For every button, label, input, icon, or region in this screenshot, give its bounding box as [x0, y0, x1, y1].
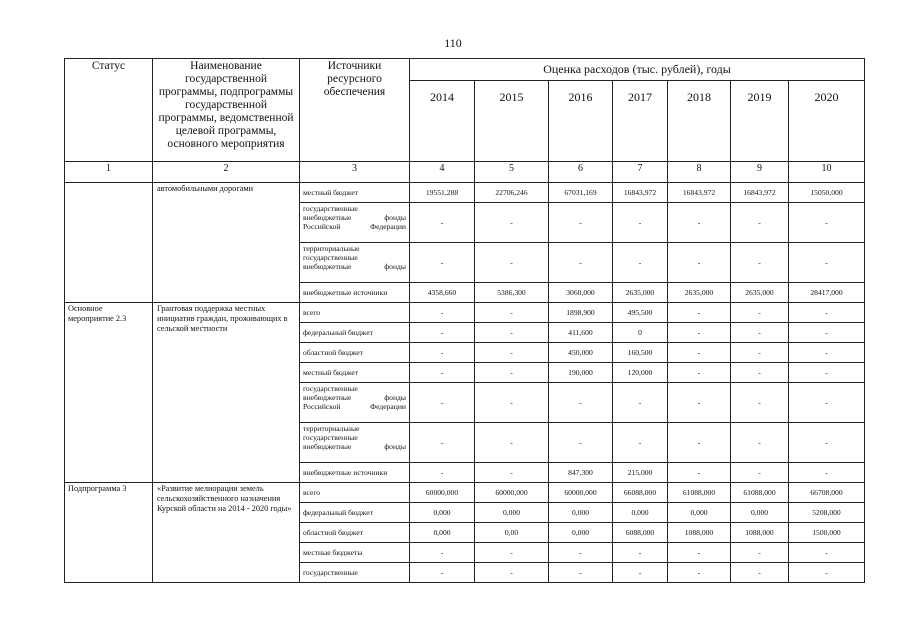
value-cell: -	[789, 303, 865, 323]
value-cell: 61088,000	[668, 483, 731, 503]
column-index: 9	[731, 162, 789, 183]
value-cell: -	[475, 203, 549, 243]
value-cell: -	[613, 563, 668, 583]
value-cell: 0,00	[475, 523, 549, 543]
value-cell: 61088,000	[731, 483, 789, 503]
value-cell: -	[789, 323, 865, 343]
value-cell: -	[549, 203, 613, 243]
value-cell: -	[789, 203, 865, 243]
value-cell: -	[731, 363, 789, 383]
value-cell: -	[731, 323, 789, 343]
value-cell: -	[410, 203, 475, 243]
header-sources: Источники ресурсного обеспечения	[300, 59, 410, 162]
source-cell: внебюджетные источники	[300, 283, 410, 303]
value-cell: -	[475, 303, 549, 323]
value-cell: -	[549, 543, 613, 563]
value-cell: 60000,000	[410, 483, 475, 503]
source-cell: областной бюджет	[300, 343, 410, 363]
value-cell: -	[731, 203, 789, 243]
value-cell: -	[475, 363, 549, 383]
value-cell: -	[475, 243, 549, 283]
value-cell: 19551,288	[410, 183, 475, 203]
column-index: 6	[549, 162, 613, 183]
value-cell: -	[410, 343, 475, 363]
source-cell: федеральный бюджет	[300, 323, 410, 343]
value-cell: -	[731, 303, 789, 323]
table-header	[65, 59, 865, 183]
column-index: 1	[65, 162, 153, 183]
value-cell: -	[731, 343, 789, 363]
value-cell: 0,000	[410, 523, 475, 543]
value-cell: -	[668, 463, 731, 483]
value-cell: -	[613, 203, 668, 243]
source-cell: местные бюджеты	[300, 543, 410, 563]
value-cell: 1088,000	[731, 523, 789, 543]
value-cell: -	[789, 243, 865, 283]
header-year: 2019	[731, 81, 789, 162]
value-cell: 1088,000	[668, 523, 731, 543]
value-cell: -	[789, 463, 865, 483]
table-row	[65, 483, 865, 503]
budget-table	[64, 58, 865, 583]
value-cell: -	[475, 463, 549, 483]
column-index-row	[65, 162, 865, 183]
source-cell: федеральный бюджет	[300, 503, 410, 523]
value-cell: 160,500	[613, 343, 668, 363]
value-cell: -	[731, 383, 789, 423]
value-cell: -	[789, 543, 865, 563]
name-cell: «Развитие мелиорации земель сельскохозяйственного назначения Курской области на 2014 - 2020 годы»	[153, 483, 300, 583]
value-cell: -	[410, 463, 475, 483]
value-cell: 2635,000	[613, 283, 668, 303]
page-number: 110	[444, 36, 462, 50]
value-cell: -	[613, 383, 668, 423]
value-cell: 66088,000	[613, 483, 668, 503]
value-cell: 1898,900	[549, 303, 613, 323]
table-row	[65, 183, 865, 203]
value-cell: 0,000	[668, 503, 731, 523]
value-cell: 450,000	[549, 343, 613, 363]
value-cell: -	[731, 563, 789, 583]
value-cell: -	[789, 363, 865, 383]
value-cell: 28417,000	[789, 283, 865, 303]
value-cell: -	[475, 423, 549, 463]
column-index: 8	[668, 162, 731, 183]
value-cell: 0,000	[475, 503, 549, 523]
value-cell: 66708,000	[789, 483, 865, 503]
value-cell: -	[475, 343, 549, 363]
value-cell: 60000,000	[549, 483, 613, 503]
value-cell: -	[549, 563, 613, 583]
source-cell: местный бюджет	[300, 363, 410, 383]
value-cell: -	[668, 323, 731, 343]
value-cell: -	[410, 423, 475, 463]
value-cell: -	[613, 543, 668, 563]
value-cell: -	[475, 563, 549, 583]
value-cell: -	[475, 383, 549, 423]
source-cell: территориальные государственные внебюджетные фонды	[300, 423, 410, 463]
table-body	[65, 183, 865, 583]
value-cell: -	[731, 423, 789, 463]
value-cell: 495,500	[613, 303, 668, 323]
header-year: 2018	[668, 81, 731, 162]
value-cell: 3060,000	[549, 283, 613, 303]
source-cell: территориальные государственные внебюджетные фонды	[300, 243, 410, 283]
column-index: 2	[153, 162, 300, 183]
header-estimate: Оценка расходов (тыс. рублей), годы	[410, 59, 865, 81]
table-row	[65, 303, 865, 323]
source-cell: государственные внебюджетные фонды Российской Федерации	[300, 203, 410, 243]
value-cell: 2635,000	[731, 283, 789, 303]
header-name: Наименование государственной программы, подпрограммы государственной программы, ведомственной целевой программы, основного мероприятия	[153, 59, 300, 162]
value-cell: 16843,972	[613, 183, 668, 203]
status-cell: Основное мероприятие 2.3	[65, 303, 153, 483]
value-cell: -	[410, 243, 475, 283]
status-cell: Подпрограмма 3	[65, 483, 153, 583]
value-cell: -	[668, 363, 731, 383]
value-cell: -	[668, 303, 731, 323]
source-cell: государственные внебюджетные фонды Российской Федерации	[300, 383, 410, 423]
value-cell: 60000,000	[475, 483, 549, 503]
value-cell: 16843,972	[731, 183, 789, 203]
value-cell: 2635,000	[668, 283, 731, 303]
value-cell: 215,000	[613, 463, 668, 483]
value-cell: 15050,000	[789, 183, 865, 203]
value-cell: -	[789, 343, 865, 363]
value-cell: -	[668, 243, 731, 283]
value-cell: -	[475, 543, 549, 563]
source-cell: внебюджетные источники	[300, 463, 410, 483]
value-cell: 120,000	[613, 363, 668, 383]
value-cell: -	[731, 543, 789, 563]
value-cell: -	[549, 423, 613, 463]
header-year: 2017	[613, 81, 668, 162]
value-cell: 67031,169	[549, 183, 613, 203]
value-cell: -	[410, 323, 475, 343]
status-cell	[65, 183, 153, 303]
value-cell: 0	[613, 323, 668, 343]
value-cell: -	[731, 463, 789, 483]
value-cell: -	[789, 423, 865, 463]
value-cell: 1500,000	[789, 523, 865, 543]
value-cell: -	[668, 423, 731, 463]
value-cell: 16843,972	[668, 183, 731, 203]
value-cell: -	[789, 563, 865, 583]
value-cell: -	[668, 203, 731, 243]
value-cell: -	[410, 383, 475, 423]
value-cell: 22706,246	[475, 183, 549, 203]
column-index: 10	[789, 162, 865, 183]
header-year: 2015	[475, 81, 549, 162]
source-cell: областной бюджет	[300, 523, 410, 543]
value-cell: -	[668, 383, 731, 423]
value-cell: 4358,660	[410, 283, 475, 303]
value-cell: 0,000	[731, 503, 789, 523]
name-cell: Грантовая поддержка местных инициатив граждан, проживающих в сельской местности	[153, 303, 300, 483]
header-year: 2020	[789, 81, 865, 162]
value-cell: 0,000	[410, 503, 475, 523]
value-cell: 190,000	[549, 363, 613, 383]
value-cell: -	[475, 323, 549, 343]
column-index: 5	[475, 162, 549, 183]
source-cell: всего	[300, 483, 410, 503]
source-cell: местный бюджет	[300, 183, 410, 203]
source-cell: государственные	[300, 563, 410, 583]
value-cell: -	[410, 563, 475, 583]
value-cell: 5386,300	[475, 283, 549, 303]
value-cell: 0,000	[613, 503, 668, 523]
value-cell: 0,000	[549, 523, 613, 543]
value-cell: -	[668, 543, 731, 563]
value-cell: -	[613, 243, 668, 283]
source-cell: всего	[300, 303, 410, 323]
value-cell: -	[549, 383, 613, 423]
value-cell: -	[668, 343, 731, 363]
value-cell: -	[549, 243, 613, 283]
value-cell: 411,600	[549, 323, 613, 343]
value-cell: -	[410, 363, 475, 383]
value-cell: 6088,000	[613, 523, 668, 543]
value-cell: 5208,000	[789, 503, 865, 523]
name-cell: автомобильными дорогами	[153, 183, 300, 303]
value-cell: -	[410, 543, 475, 563]
header-year: 2014	[410, 81, 475, 162]
header-status: Статус	[65, 59, 153, 162]
column-index: 3	[300, 162, 410, 183]
header-year: 2016	[549, 81, 613, 162]
value-cell: -	[731, 243, 789, 283]
value-cell: -	[613, 423, 668, 463]
value-cell: -	[789, 383, 865, 423]
value-cell: -	[668, 563, 731, 583]
value-cell: 847,300	[549, 463, 613, 483]
value-cell: -	[410, 303, 475, 323]
column-index: 7	[613, 162, 668, 183]
column-index: 4	[410, 162, 475, 183]
value-cell: 0,000	[549, 503, 613, 523]
